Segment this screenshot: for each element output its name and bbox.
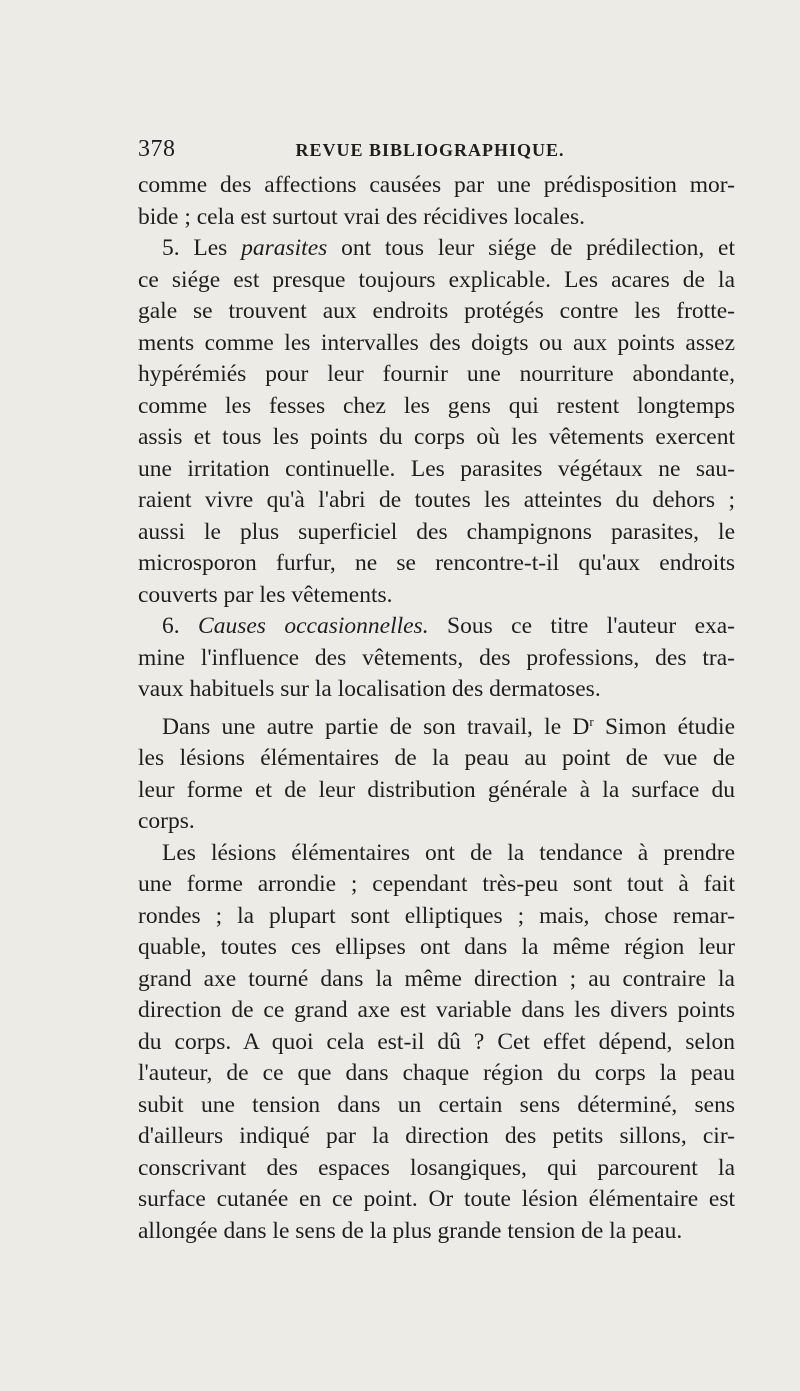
text-span: Sous ce titre l'auteur exa- — [428, 613, 736, 639]
italic-heading-causes: Causes occasionnelles. — [198, 613, 429, 639]
italic-term-parasites: parasites — [241, 235, 328, 261]
text-line-32: conscrivant des espaces losangiques, qui parcourent la — [138, 1154, 735, 1181]
text-line-4: ce siége est presque toujours explicable. Les acares de la — [138, 266, 735, 293]
text-line-17: vaux habituels sur la localisation des dermatoses. — [138, 676, 601, 702]
text-line-5: gale se trouvent aux endroits protégés contre les frotte- — [138, 298, 735, 324]
text-line-31: d'ailleurs indiqué par la direction des petits sillons, cir- — [138, 1123, 735, 1149]
text-line-27: direction de ce grand axe est variable dans les divers points — [138, 997, 735, 1023]
text-span: 6. — [162, 613, 199, 639]
text-span: Dans une autre partie de son travail, le D — [162, 713, 590, 740]
page-number: 378 — [138, 136, 176, 162]
text-line-11: raient vivre qu'à l'abri de toutes les atteintes du dehors ; — [138, 487, 735, 513]
text-line-23: une forme arrondie ; cependant très-peu sont tout à fait — [138, 871, 735, 897]
body-text — [138, 170, 735, 1247]
text-line-2: bide ; cela est surtout vrai des récidives locales. — [138, 203, 585, 230]
text-line-15 — [138, 611, 735, 643]
text-span: ont tous leur siége de prédilection, et — [327, 235, 735, 261]
text-line-8: comme les fesses chez les gens qui restent longtemps — [138, 392, 735, 419]
text-line-25: quable, toutes ces ellipses ont dans la même région leur — [138, 934, 735, 960]
text-line-7: hypérémiés pour leur fournir une nourriture abondante, — [138, 361, 735, 387]
running-head: REVUE BIBLIOGRAPHIQUE. — [295, 140, 565, 160]
text-line-14: couverts par les vêtements. — [138, 581, 393, 608]
text-line-21: corps. — [138, 808, 195, 834]
text-line-20: leur forme et de leur distribution générale à la surface du — [138, 776, 735, 803]
text-line-3 — [138, 233, 735, 265]
text-line-28: du corps. A quoi cela est-il dû ? Cet effet dépend, selon — [138, 1028, 735, 1055]
text-line-9: assis et tous les points du corps où les vêtements exercent — [138, 424, 735, 450]
text-line-1: comme des affections causées par une prédisposition mor- — [138, 172, 735, 198]
text-line-18 — [138, 706, 735, 744]
text-line-13: microsporon furfur, ne se rencontre-t-il qu'aux endroits — [138, 550, 735, 576]
text-line-16: mine l'influence des vêtements, des professions, des tra- — [138, 644, 735, 671]
text-span: 5. Les — [162, 235, 242, 261]
text-line-26: grand axe tourné dans la même direction ; au contraire la — [138, 965, 735, 992]
text-line-24: rondes ; la plupart sont elliptiques ; mais, chose remar- — [138, 902, 735, 929]
text-line-10: une irritation continuelle. Les parasites végétaux ne sau- — [138, 455, 735, 482]
text-line-30: subit une tension dans un certain sens déterminé, sens — [138, 1091, 735, 1118]
text-line-6: ments comme les intervalles des doigts ou aux points assez — [138, 329, 735, 356]
text-line-34: allongée dans le sens de la plus grande tension de la peau. — [138, 1217, 683, 1244]
text-line-22: Les lésions élémentaires ont de la tendance à prendre — [162, 839, 735, 866]
text-line-33: surface cutanée en ce point. Or toute lésion élémentaire est — [138, 1186, 735, 1212]
text-line-19: les lésions élémentaires de la peau au point de vue de — [138, 745, 735, 771]
text-line-12: aussi le plus superficiel des champignons parasites, le — [138, 518, 735, 545]
text-span: Simon étudie — [593, 713, 736, 740]
superscript: r — [589, 713, 594, 729]
text-line-29: l'auteur, de ce que dans chaque région du corps la peau — [138, 1060, 735, 1086]
